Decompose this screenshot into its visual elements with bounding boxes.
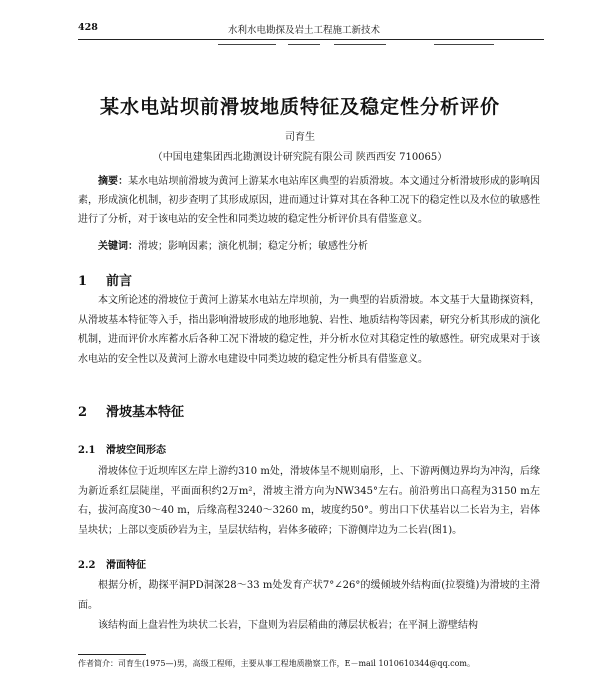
section-number: 2 [78, 405, 88, 420]
footnote-rule [78, 654, 146, 655]
section-1-paragraph: 本文所论述的滑坡位于黄河上游某水电站左岸坝前，为一典型的岩质滑坡。本文基于大量勘探资料，从滑坡基本特征等入手，指出影响滑坡形成的地形地貌、岩性、地质结构等因素，研究分析其形成的演化机制，进而评价水库蓄水后各种工况下滑坡的稳定性，并分析水位对其稳定性的敏感性。研究成果对于该水电站的安全性以及黄河上游水电建设中同类边坡的稳定性分析具有借鉴意义。 [78, 295, 540, 365]
section-2-heading [78, 401, 184, 420]
keywords-text: 滑坡；影响因素；演化机制；稳定分析；敏感性分析 [138, 241, 368, 252]
journal-name: 水利水电勘探及岩土工程施工新技术 [228, 25, 381, 36]
section-title: 滑坡基本特征 [106, 405, 185, 420]
header-dash [334, 44, 386, 45]
section-2-2-heading [78, 556, 146, 571]
abstract [78, 172, 540, 229]
header-dash [218, 44, 276, 45]
page-number: 428 [78, 22, 98, 33]
subsection-title: 滑坡空间形态 [106, 445, 166, 456]
section-2-2-paragraph-2: 该结构面上盘岩性为块状二长岩，下盘则为岩层稍曲的薄层状板岩；在平洞上游壁结构 [98, 620, 478, 631]
article-title: 某水电站坝前滑坡地质特征及稳定性分析评价 [99, 96, 500, 118]
header-dash [434, 44, 494, 45]
subsection-number: 2.2 [78, 560, 96, 571]
running-head [78, 22, 542, 38]
author-affiliation: （中国电建集团西北勘测设计研究院有限公司 陕西西安 710065） [152, 152, 448, 163]
header-dash [288, 44, 320, 45]
author-footnote: 作者简介：司育生(1975—)男，高级工程师，主要从事工程地质勘察工作，E－mail 1010610344@qq.com。 [78, 659, 476, 668]
subsection-number: 2.1 [78, 445, 96, 456]
section-1-heading [78, 270, 132, 289]
keywords [78, 237, 540, 256]
section-number: 1 [78, 274, 88, 289]
subsection-title: 滑面特征 [106, 560, 146, 571]
keywords-label: 关键词： [98, 241, 138, 252]
header-rule [78, 39, 544, 40]
section-2-1-paragraph: 滑坡体位于近坝库区左岸上游约310 m处，滑坡体呈不规则扇形，上、下游两侧边界均为冲沟，后缘为新近系红层陡崖，平面面积约2万m²，滑坡主滑方向为NW345°左右。前沿剪出口高程为3150 m左右，拔河高度30～40 m，后缘高程3240～3260 m，坡度约50°。剪出口下伏基岩以二长岩为主，岩体呈块状；上部以变质砂岩为主，呈层状结构，岩体多破碎；下游侧岸边为二长岩(图1)。 [78, 466, 540, 536]
author-name: 司育生 [285, 132, 315, 143]
abstract-text: 某水电站坝前滑坡为黄河上游某水电站库区典型的岩质滑坡。本文通过分析滑坡形成的影响因素，形成演化机制，初步查明了其形成原因，进而通过计算对其在各种工况下的稳定性以及水位的敏感性进行了分析，对于该电站的安全性和同类边坡的稳定性分析评价具有借鉴意义。 [78, 176, 541, 225]
abstract-label: 摘要： [98, 176, 129, 187]
section-title: 前言 [106, 274, 133, 289]
section-2-1-heading [78, 441, 166, 456]
section-2-2-paragraph-1: 根据分析，勘探平洞PD洞深28～33 m处发育产状7°∠26°的缓倾坡外结构面(拉裂缝)为滑坡的主滑面。 [78, 580, 540, 611]
